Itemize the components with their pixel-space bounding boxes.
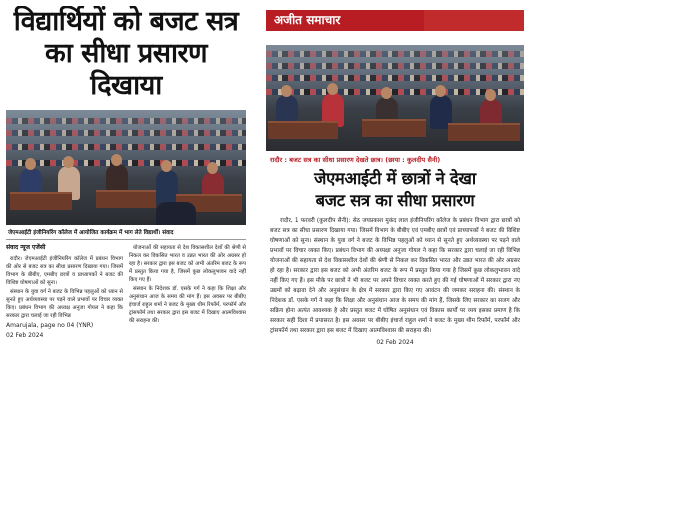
left-paragraph: योजनाओं की सहायता से देश विकासशील देशों की श्रेणी से निकल कर विकसित भारत व उन्नत भारत की ओर अग्रसर हो रहा है। सरकार द्वारा इस बजट को अभी अंतरिम बजट के रूप में प्रस्तुत किया गया है, जिसमें कुछ लोकलुभावन वादे नहीं किए गए हैं।: [129, 245, 246, 283]
left-paragraph: संस्थान के युवा वर्ग ने बजट के विभिन्न पहलुओं को ध्यान से सुनते हुए अर्थव्यवस्था पर पड़ने वाले प्रभावों पर विचार व्यक्त किए। प्रबंधन विभाग की अध्यक्ष अनुजा गोयल ने कहा कि सरकार द्वारा चलाई जा रही विभिन्न: [6, 289, 123, 319]
right-paragraph: रादौर, 1 फरवरी (कुलदीप सैनी): सेठ जयप्रकाश मुकंद लाल इंजीनियरिंग कॉलेज के प्रबंधन विभाग द्वारा छात्रों को बजट सत्र का सीधा प्रसारण दिखाया गया। जिसमें विभाग के बीबीए एवं एमबीए छात्रों एवं प्राध्यापकों ने बजट की विशिष्ट घोषणाओं को सुना। संस्थान के युवा वर्ग ने बजट के विभिन्न पहलुओं को ध्यान से सुनते हुए अर्थव्यवस्था पर पड़ने वाले प्रभावों पर विचार व्यक्त किए। प्रबंधन विभाग की अध्यक्षा अनुजा गोयल ने कहा कि सरकार द्वारा चलाई जा रही विभिन्न योजनाओं की सहायता से देश विकासशील देशों की श्रेणी से निकल कर विकसित भारत और उन्नत भारत की ओर अग्रसर हो रहा है। सरकार द्वारा इस बजट को अभी अंतरिम बजट के रूप में प्रस्तुत किया गया है जिसमें कुछ लोकलुभावन वादे नहीं किए गए हैं। इस मौके पर छात्रों ने भी बजट पर अपने विचार व्यक्त करते हुए की गई घोषणाओं में सरकार द्वारा नए उद्यमों को बढ़ावा देने और अनुसंधान के क्षेत्र में सरकार द्वारा किए गए आवंटन की जमकर सराहना की। संस्थान के निदेशक डॉ. एसके गर्ग ने कहा कि शिक्षा और अनुसंधान आज के समय की मांग हैं, जिसके लिए सरकार का सजग और सक्रिय होना अत्यंत आवश्यक है और प्रस्तुत बजट में घोषित अनुसंधान एवं विकास कार्यों पर व्यय इसका प्रमाण है कि सरकार सही दिशा में प्रयासरत है। इस अवसर पर बीबीए इंचार्ज राहुल शर्मा ने बजट के मुख्य थीम रिफॉर्म, परफॉर्म और ट्रांसफॉर्म तथा सरकार द्वारा इस बजट में दिखाए आत्मविश्वास की सराहना की।: [270, 218, 520, 334]
left-paragraph: संस्थान के निदेशक डॉ. एसके गर्ग ने कहा कि शिक्षा और अनुसंधान आज के समय की मांग हैं। इस अवसर पर बीबीए इंचार्ज राहुल शर्मा ने बजट के मुख्य थीम रिफॉर्म, परफॉर्म और ट्रांसफॉर्म तथा सरकार द्वारा इस बजट में दिखाए आत्मविश्वास की सराहना की।: [129, 286, 246, 324]
left-photo-caption: जेएमआईटी इंजीनियरिंग कॉलेज में आयोजित कार्यक्रम में भाग लेते विद्यार्थी। संवाद: [6, 225, 246, 240]
left-headline-line1: विद्यार्थियों को बजट सत्र: [13, 6, 239, 37]
right-headline-line1: जेएमआईटी में छात्रों ने देखा: [314, 169, 476, 188]
newspaper-masthead: अजीत समाचार: [266, 10, 424, 31]
right-news-clipping: [266, 10, 524, 420]
left-headline-line2: का सीधा प्रसारण दिखाया: [44, 38, 208, 101]
left-source-label: Amarujala, page no 04 (YNR): [6, 322, 94, 329]
left-news-clipping: [6, 6, 246, 392]
left-byline: संवाद न्यूज एजेंसी: [6, 244, 46, 251]
right-headline-line2: बजट सत्र का सीधा प्रसारण: [315, 191, 475, 210]
left-paragraph: रादौर। जेएमआईटी इंजीनियरिंग कॉलेज में प्रबंधन विभाग की ओर से बजट सत्र का सीधा प्रसारण दिखाया गया। जिसमें विभाग के बीबीए, एमबीए छात्रों व प्राध्यापकों ने बजट की विशिष्ट घोषणाओं को सुना।: [6, 256, 123, 286]
left-date-label: 02 Feb 2024: [6, 332, 44, 339]
right-headline: [266, 168, 524, 212]
right-date-label: 02 Feb 2024: [376, 339, 414, 346]
left-classroom-photo: [6, 110, 246, 225]
masthead-bar: [266, 10, 524, 31]
right-classroom-photo: [266, 45, 524, 151]
left-article-column-2: [129, 244, 246, 340]
left-article-columns: [6, 240, 246, 340]
right-photo-caption: रादौर : बजट सत्र का सीधा प्रसारण देखते छात्र। (छाया : कुलदीप सैनी): [270, 156, 441, 164]
right-article-body: [266, 216, 524, 336]
masthead-stripe: [424, 10, 524, 31]
left-headline: [6, 6, 246, 102]
left-article-column-1: [6, 244, 123, 340]
